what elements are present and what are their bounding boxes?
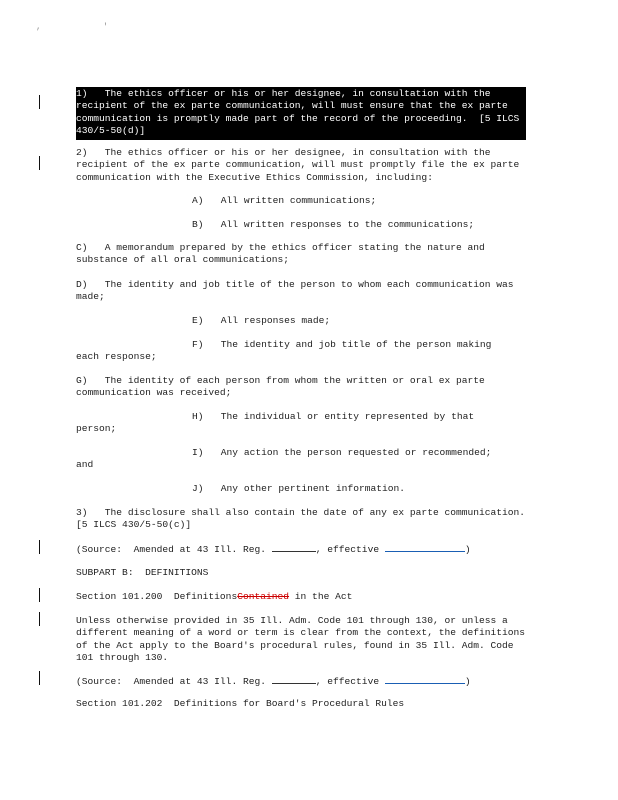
- item-h-continued: person;: [76, 423, 117, 434]
- change-bar: [39, 95, 40, 109]
- change-bar: [39, 540, 40, 554]
- effective-blank: [385, 675, 465, 684]
- section-101-202-heading: Section 101.202 Definitions for Board's Procedural Rules: [76, 698, 405, 709]
- item-d: D) The identity and job title of the person to whom each communication was made;: [76, 279, 520, 303]
- item-h: H) The individual or entity represented by that: [192, 411, 475, 422]
- source-note-2: (Source: Amended at 43 Ill. Reg. , effective ): [76, 676, 471, 687]
- paragraph-2: 2) The ethics officer or his or her designee, in consultation with the recipient of the ex parte communication, will must promptly file the ex parte communication with the Executive Ethics Commission, including:: [76, 147, 526, 183]
- change-bar: [39, 671, 40, 685]
- item-j: J) Any other pertinent information.: [192, 483, 406, 494]
- item-g: G) The identity of each person from whom the written or oral ex parte communication was received;: [76, 375, 491, 399]
- item-f: F) The identity and job title of the person making: [192, 339, 492, 350]
- reg-blank: [272, 543, 316, 552]
- subpart-heading: SUBPART B: DEFINITIONS: [76, 567, 209, 578]
- change-bar: [39, 156, 40, 170]
- item-i: I) Any action the person requested or recommended;: [192, 447, 492, 458]
- item-b: B) All written responses to the communications;: [192, 219, 475, 230]
- source-note-1: (Source: Amended at 43 Ill. Reg. , effective ): [76, 544, 471, 555]
- change-bar: [39, 588, 40, 602]
- paragraph-3: 3) The disclosure shall also contain the date of any ex parte communication. [5 ILCS 430/5-50(c)]: [76, 507, 531, 531]
- definitions-paragraph: Unless otherwise provided in 35 Ill. Adm. Code 101 through 130, or unless a different meaning of a word or term is clear from the context, the definitions of the Act apply to the Board's procedural rules, found in 35 Ill. Adm. Code 101 through 130.: [76, 615, 531, 664]
- item-f-continued: each response;: [76, 351, 157, 362]
- item-a: A) All written communications;: [192, 195, 377, 206]
- deleted-text: Contained: [237, 591, 290, 602]
- item-e: E) All responses made;: [192, 315, 331, 326]
- scan-marks: , ': [36, 22, 137, 32]
- item-c: C) A memorandum prepared by the ethics officer stating the nature and substance of all oral communications;: [76, 242, 491, 266]
- paragraph-1-highlighted: 1) The ethics officer or his or her designee, in consultation with the recipient of the ex parte communication, will must ensure that the ex parte communication is promptly made part of the record of the proceeding. [5 ILCS 430/5-50(d)]: [76, 87, 526, 140]
- reg-blank: [272, 675, 316, 684]
- item-i-continued: and: [76, 459, 94, 470]
- section-101-200-heading: Section 101.200 DefinitionsContained in the Act: [76, 591, 353, 602]
- effective-blank: [385, 543, 465, 552]
- change-bar: [39, 612, 40, 626]
